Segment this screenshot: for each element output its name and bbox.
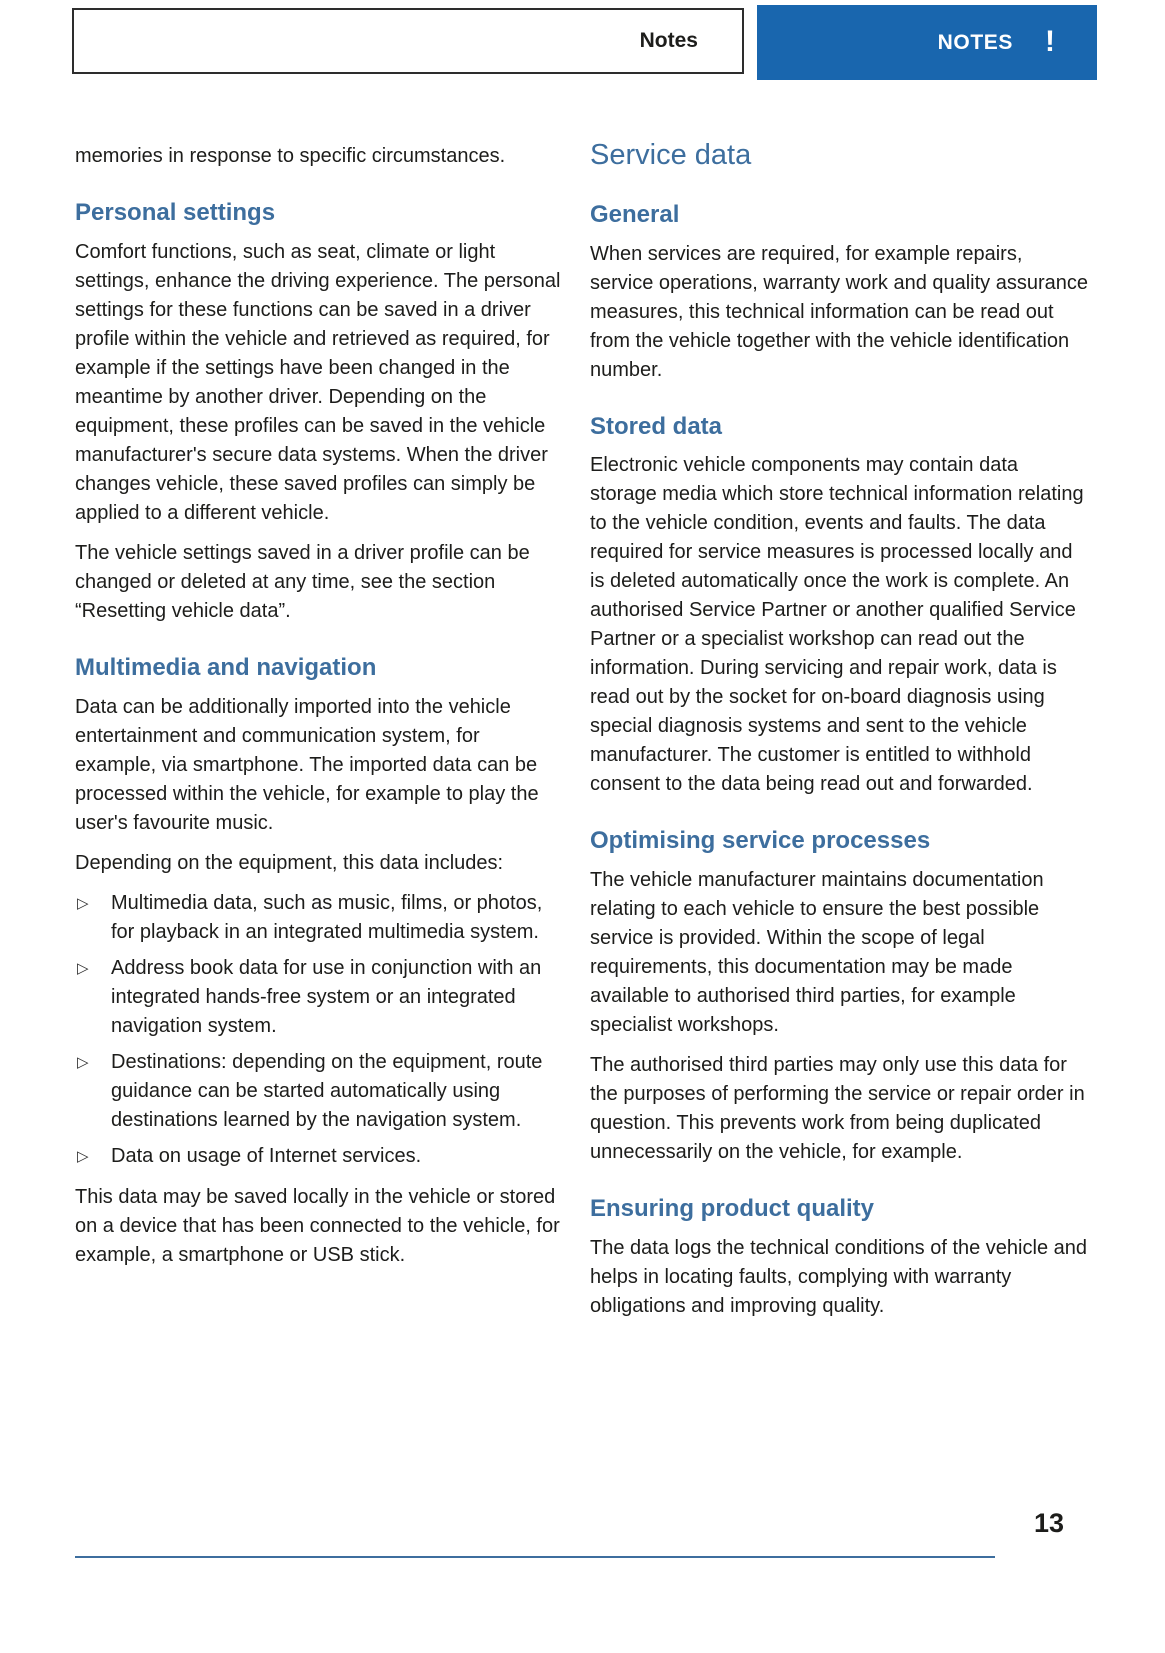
paragraph: Comfort functions, such as seat, climate or light settings, enhance the driving experience. The personal settings for these functions can be saved in a driver profile within the vehicle and retrieved as required, for example if the settings have been changed in the meantime by another driver. Depending on the equipment, these profiles can be saved in the vehicle manufacturer's secure data systems. When the driver changes vehicle, these saved profiles can simply be applied to a different vehicle.	[75, 240, 561, 524]
triangle-bullet-icon: ▷	[77, 1147, 89, 1165]
header-section-title: Notes	[639, 29, 698, 52]
bullet-text: Address book data for use in conjunction with an integrated hands-free system or an integrated navigation system.	[111, 956, 542, 1037]
heading-personal-settings: Personal settings	[75, 199, 276, 226]
heading-service-data: Service data	[590, 139, 752, 171]
heading-general: General	[590, 200, 680, 228]
bullet-text: Multimedia data, such as music, films, or photos, for playback in an integrated multimedia system.	[111, 891, 543, 943]
paragraph: Data can be additionally imported into the vehicle entertainment and communication system, for example, via smartphone. The imported data can be processed within the vehicle, for example to play the user's favourite music.	[75, 695, 539, 834]
bullet-item	[75, 889, 562, 947]
paragraph: This data may be saved locally in the vehicle or stored on a device that has been connected to the vehicle, for example, a smartphone or USB stick.	[75, 1185, 560, 1266]
heading-multimedia-navigation: Multimedia and navigation	[75, 653, 377, 681]
page-header	[0, 0, 1165, 118]
paragraph-continuation: memories in response to specific circumstances.	[75, 145, 506, 167]
footer-rule	[75, 1556, 995, 1558]
paragraph: Electronic vehicle components may contain data storage media which store technical information relating to the vehicle condition, events and faults. The data required for service measures is processed locally and is deleted automatically once the work is complete. An authorised Service Partner or another qualified Service Partner or a specialist workshop can read out the information. During servicing and repair work, data is read out by the socket for on-board diagnosis using special diagnosis systems and sent to the vehicle manufacturer. The customer is entitled to withhold consent to the data being read out and forwarded.	[590, 454, 1084, 796]
left-column	[75, 138, 562, 1332]
chapter-badge-label: NOTES	[937, 30, 1013, 54]
triangle-bullet-icon: ▷	[77, 1053, 89, 1071]
page-body	[0, 138, 1165, 1332]
paragraph: The vehicle manufacturer maintains documentation relating to each vehicle to ensure the best possible service is provided. Within the scope of legal requirements, this documentation may be made available to authorised third parties, for example specialist workshops.	[590, 869, 1044, 1037]
paragraph: The vehicle settings saved in a driver profile can be changed or deleted at any time, see the section “Resetting vehicle data”.	[75, 541, 530, 622]
paragraph: Depending on the equipment, this data includes:	[75, 851, 504, 874]
header-section-box	[72, 8, 744, 74]
paragraph: The authorised third parties may only use this data for the purposes of performing the service or repair order in question. This prevents work from being duplicated unnecessarily on the vehicle, for example.	[590, 1054, 1085, 1164]
triangle-bullet-icon: ▷	[77, 959, 89, 977]
heading-ensuring-product-quality: Ensuring product quality	[590, 1195, 875, 1223]
right-column	[590, 138, 1090, 1332]
bullet-text: Destinations: depending on the equipment, route guidance can be started automatically using destinations learned by the navigation system.	[111, 1050, 543, 1131]
page-footer	[75, 1508, 1090, 1558]
bullet-item	[75, 1142, 562, 1171]
exclamation-icon: !	[1045, 24, 1055, 58]
triangle-bullet-icon: ▷	[77, 894, 89, 912]
bullet-list	[75, 889, 562, 1171]
paragraph: The data logs the technical conditions of the vehicle and helps in locating faults, complying with warranty obligations and improving quality.	[590, 1236, 1087, 1317]
bullet-item	[75, 1048, 562, 1135]
page-number: 13	[1033, 1508, 1064, 1538]
paragraph: When services are required, for example repairs, service operations, warranty work and quality assurance measures, this technical information can be read out from the vehicle together with the vehicle identification number.	[590, 242, 1089, 381]
chapter-badge	[757, 5, 1097, 80]
heading-optimising-service-processes: Optimising service processes	[590, 827, 931, 855]
bullet-item	[75, 954, 562, 1041]
bullet-text: Data on usage of Internet services.	[111, 1144, 422, 1167]
heading-stored-data: Stored data	[590, 412, 723, 440]
